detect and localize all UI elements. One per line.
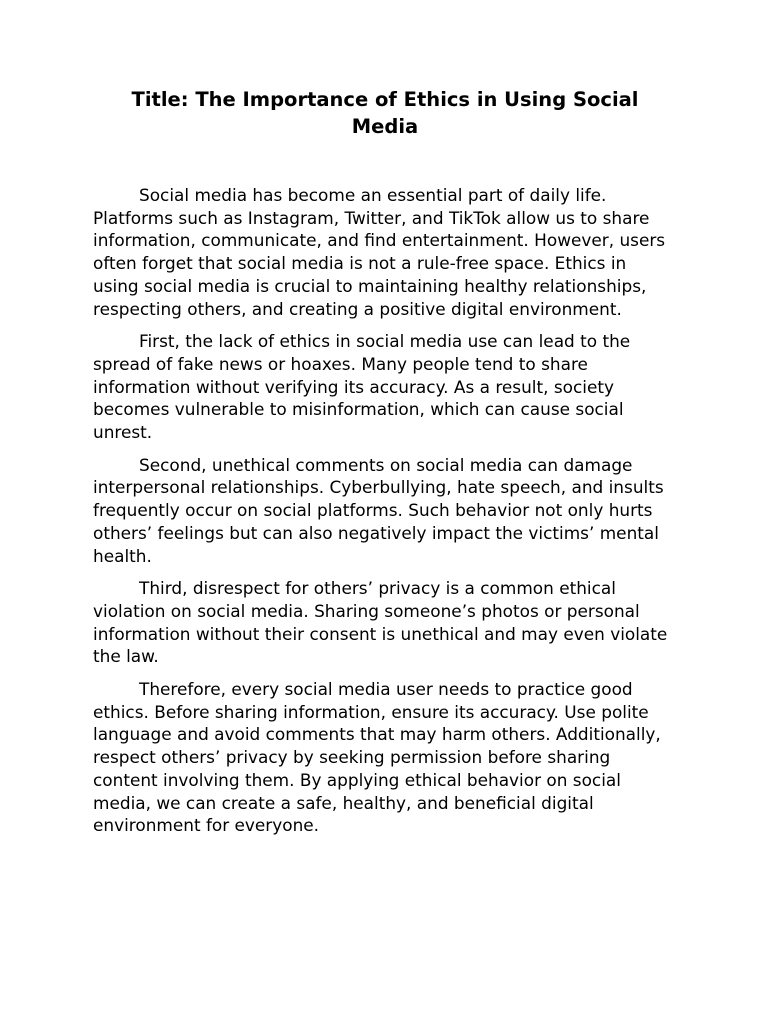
paragraph-intro: Social media has become an essential part of daily life. Platforms such as Instagram, Twitter, and TikTok allow us to share information, communicate, and find entertainment. However, users often forget that social media is not a rule-free space. Ethics in using social media is crucial to maintaining healthy relationships, respecting others, and creating a positive digital environment. [93,185,666,319]
paragraph-unethical-comments: Second, unethical comments on social media can damage interpersonal relationships. Cyberbullying, hate speech, and insults frequently occur on social platforms. Such behavior not only hurts others’ feelings but can also negatively impact the victims’ mental health. [93,454,664,566]
document-page [93,86,677,847]
paragraph-conclusion: Therefore, every social media user needs to practice good ethics. Before sharing information, ensure its accuracy. Use polite language and avoid comments that may harm others. Additionally, respect others’ privacy by seeking permission before sharing content involving them. By applying ethical behavior on social media, we can create a safe, healthy, and beneficial digital environment for everyone. [93,679,661,836]
document-title: Title: The Importance of Ethics in Using Social Media [131,88,639,138]
paragraph-fake-news: First, the lack of ethics in social media use can lead to the spread of fake news or hoaxes. Many people tend to share information without verifying its accuracy. As a result, society becomes vulnerable to misinformation, which can cause social unrest. [93,331,631,443]
paragraph-privacy: Third, disrespect for others’ privacy is a common ethical violation on social media. Sharing someone’s photos or personal information without their consent is unethical and may even violate the law. [93,578,668,667]
